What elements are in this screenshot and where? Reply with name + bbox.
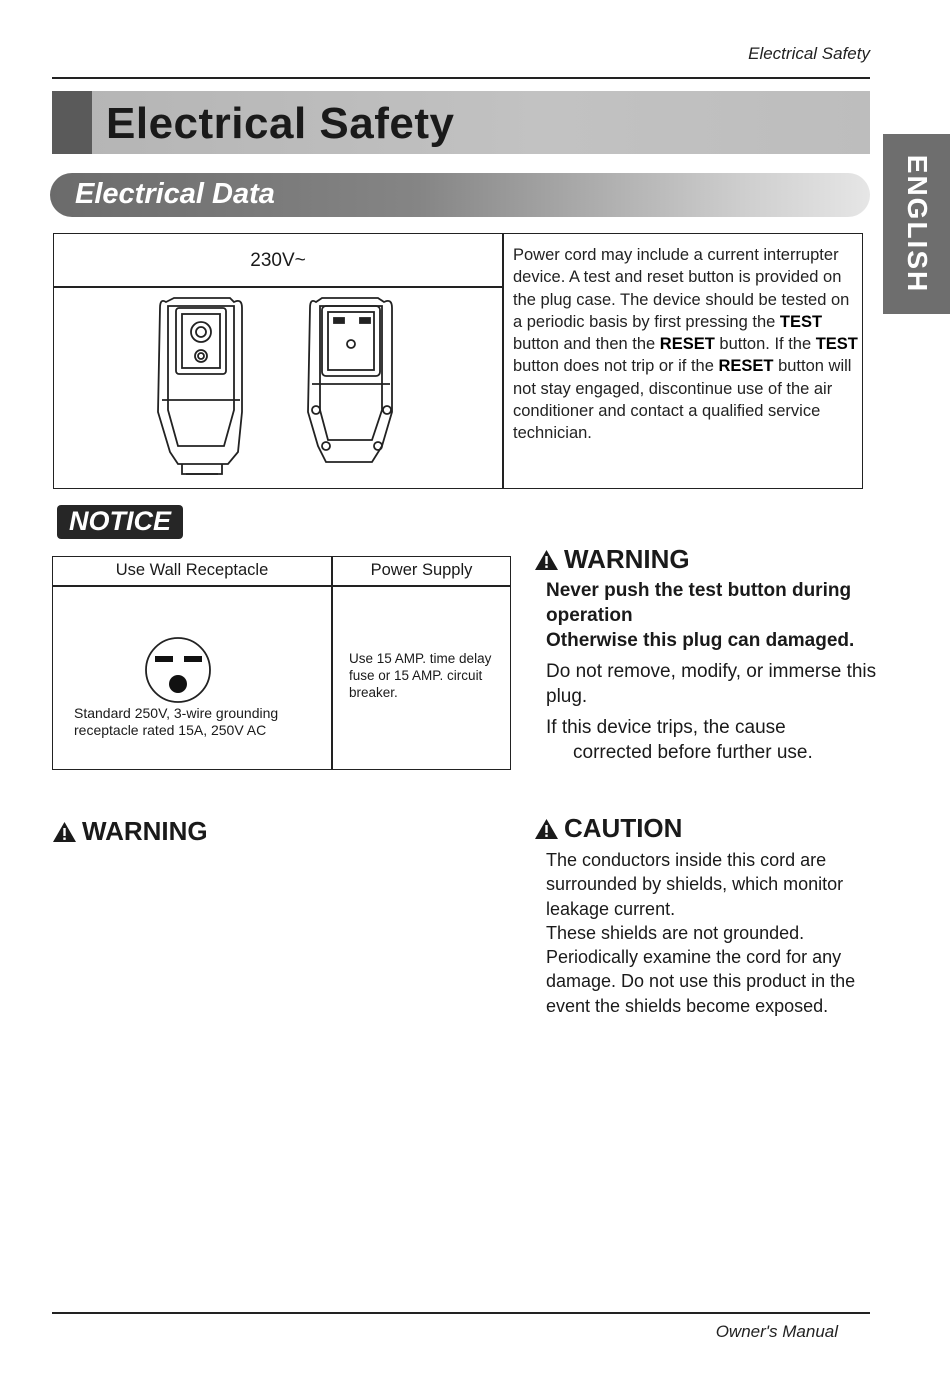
column-header-receptacle: Use Wall Receptacle [115,561,269,579]
voltage-label: 230V~ [250,250,306,271]
language-tab-label: ENGLISH [901,154,933,294]
section-title: Electrical Data [75,178,275,210]
notice-table [52,556,511,770]
caution-text: The conductors inside this cord are surrounded by shields, which monitor leakage current. [546,850,844,919]
plug-illustration [54,288,502,488]
warning-text: corrected before further use. [573,742,813,763]
description-text: Power cord may include a current interrupter device. A test and reset button is provided on the plug case. The device should be tested on a periodic basis by first pressing the [513,246,850,331]
receptacle-description: Standard 250V, 3-wire grounding receptacle rated 15A, 250V AC [74,705,279,738]
caution-heading-text: CAUTION [564,813,683,843]
table-divider [502,234,504,488]
caution-heading [534,813,682,844]
electrical-data-description [513,244,858,445]
warning-triangle-icon [534,549,559,571]
electrical-data-table [53,233,863,489]
header-rule [52,77,870,79]
language-tab [883,134,950,314]
warning-body-right [546,578,886,765]
power-supply-description: Use 15 AMP. time delay fuse or 15 AMP. circuit breaker. [349,651,492,700]
section-header-bar [50,173,870,217]
notice-badge [57,505,183,539]
wall-receptacle-icon [141,637,215,703]
description-text: button and then the [513,335,660,354]
page-title: Electrical Safety [106,99,455,148]
warning-text: Do not remove, modify, or immerse this plug. [546,661,877,707]
test-keyword: TEST [779,312,823,331]
running-header: Electrical Safety [748,44,870,63]
description-text: button will not stay engaged, discontinue use of the air conditioner and contact a qualified service technician. [513,357,852,443]
warning-heading-text: WARNING [564,544,690,574]
warning-bold-text: Otherwise this plug can damaged. [546,630,855,651]
column-header-power-supply: Power Supply [370,561,473,579]
warning-heading-right [534,544,690,575]
plug-back-drawing [308,298,392,462]
plug-front-drawing [158,298,242,474]
description-text: button does not trip or if the [513,357,719,376]
caution-text: These shields are not grounded. Periodically examine the cord for any damage. Do not use this product in the event the shields become exposed. [546,922,856,1016]
warning-heading-text: WARNING [82,816,208,846]
description-text: button. If the [714,335,816,354]
notice-badge-label: NOTICE [68,506,171,536]
test-keyword: TEST [815,335,858,354]
warning-heading-left [52,816,208,847]
caution-body [546,848,876,1018]
warning-text: If this device trips, the cause [546,717,786,738]
reset-keyword: RESET [718,357,774,376]
warning-bold-text: Never push the test button during operation [546,580,852,626]
table-divider [331,557,333,769]
footer-rule [52,1312,870,1314]
caution-triangle-icon [534,818,559,840]
table-divider [53,585,510,587]
warning-triangle-icon [52,821,77,843]
reset-keyword: RESET [659,335,715,354]
footer-text: Owner's Manual [715,1322,838,1341]
title-accent-block [52,91,92,154]
page-title-bar [52,91,870,154]
